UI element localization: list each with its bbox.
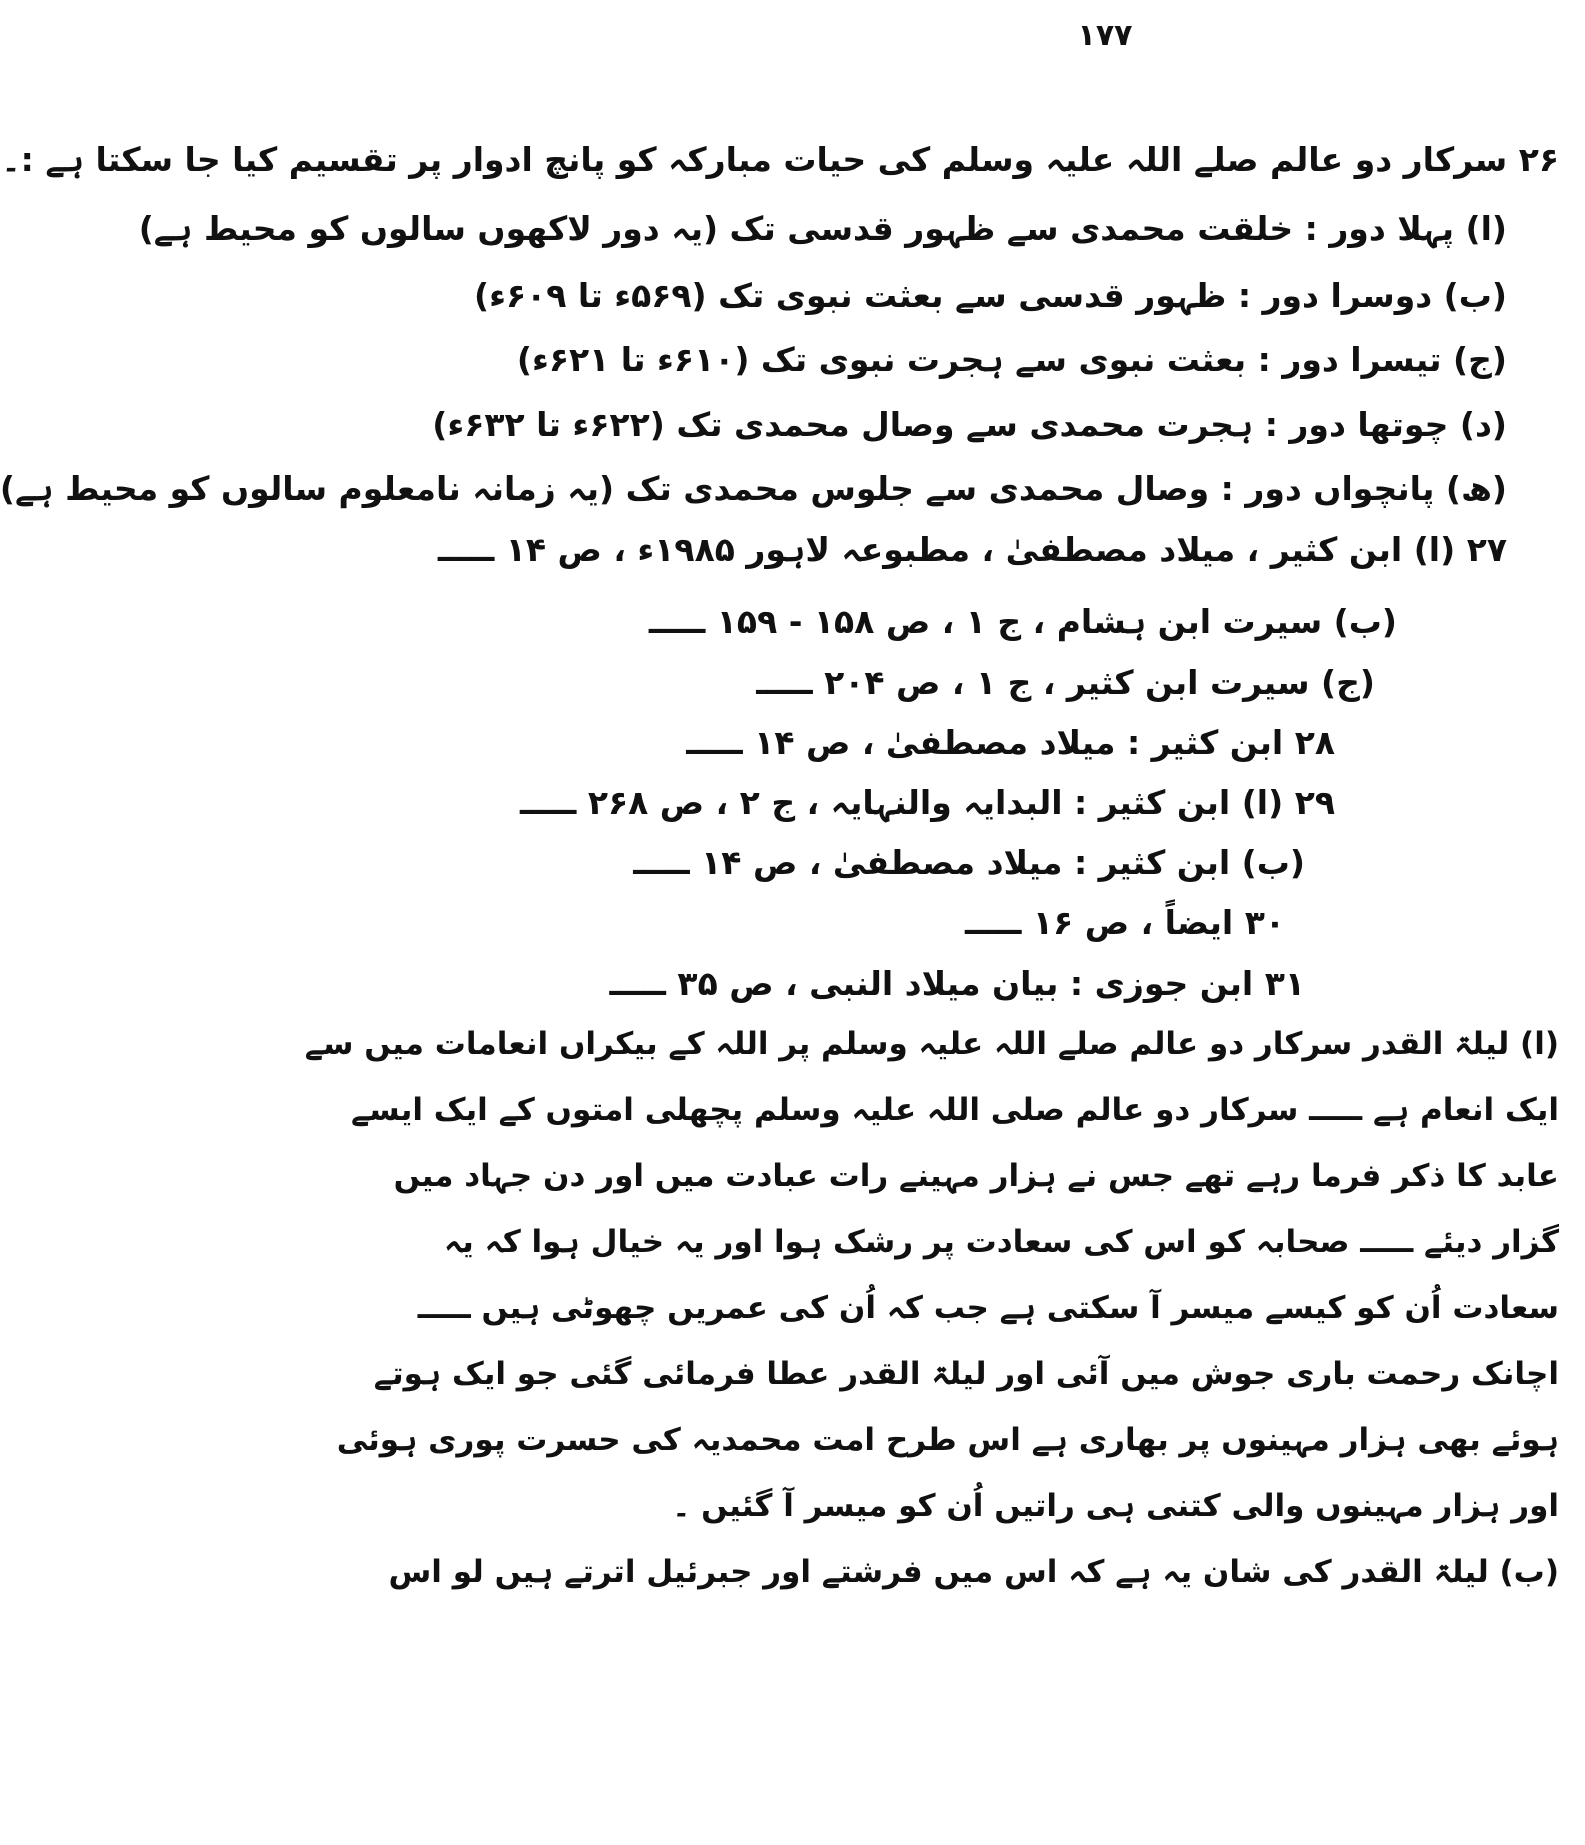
text-line: (ج) تیسرا دور : بعثت نبوی سے ہجرت نبوی تک (۶۱۰ء تا ۶۲۱ء) [516, 340, 1507, 379]
text-line: (ا) پہلا دور : خلقت محمدی سے ظہور قدسی تک (یہ دور لاکھوں سالوں کو محیط ہے) [138, 209, 1507, 248]
text-line: ۲۷ (ا) ابن کثیر ، میلاد مصطفیٰ ، مطبوعہ لاہور ۱۹۸۵ء ، ص ۱۴ ـــــ [437, 530, 1507, 569]
text-line: اور ہزار مہینوں والی کتنی ہی راتیں اُن کو میسر آ گئیں ۔ [672, 1488, 1559, 1524]
text-line: (ب) لیلۃ القدر کی شان یہ ہے کہ اس میں فرشتے اور جبرئیل اترتے ہیں لو اس [388, 1554, 1559, 1590]
text-line: ایک انعام ہے ـــــ سرکار دو عالم صلی اللہ علیہ وسلم پچھلی امتوں کے ایک ایسے [351, 1092, 1559, 1128]
text-line: سعادت اُن کو کیسے میسر آ سکتی ہے جب کہ اُن کی عمریں چھوٹی ہیں ـــــ [417, 1290, 1559, 1326]
text-line: گزار دیئے ـــــ صحابہ کو اس کی سعادت پر رشک ہوا اور یہ خیال ہوا کہ یہ [443, 1224, 1559, 1260]
text-line: (ج) سیرت ابن کثیر ، ج ۱ ، ص ۲۰۴ ـــــ [756, 663, 1375, 702]
text-line: ۲۹ (ا) ابن کثیر : البدایہ والنہایہ ، ج ۲ ، ص ۲۶۸ ـــــ [519, 783, 1335, 822]
text-line: (ھ) پانچواں دور : وصال محمدی سے جلوس محمدی تک (یہ زمانہ نامعلوم سالوں کو محیط ہے) [0, 469, 1507, 508]
text-line: عابد کا ذکر فرما رہے تھے جس نے ہزار مہینے رات عبادت میں اور دن جہاد میں [393, 1158, 1559, 1194]
text-line: اچانک رحمت باری جوش میں آئی اور لیلۃ القدر عطا فرمائی گئی جو ایک ہوتے [373, 1356, 1559, 1392]
text-line: ۲۶ سرکار دو عالم صلے اللہ علیہ وسلم کی حیات مبارکہ کو پانچ ادوار پر تقسیم کیا جا سکتا ہے :۔ [1, 140, 1559, 179]
text-line: (د) چوتھا دور : ہجرت محمدی سے وصال محمدی تک (۶۲۲ء تا ۶۳۲ء) [432, 405, 1507, 444]
page-number: ۱۷۷ [1077, 18, 1133, 53]
text-line: (ا) لیلۃ القدر سرکار دو عالم صلے اللہ علیہ وسلم پر اللہ کے بیکراں انعامات میں سے [304, 1026, 1559, 1062]
text-line: ہوئے بھی ہزار مہینوں پر بھاری ہے اس طرح امت محمدیہ کی حسرت پوری ہوئی [336, 1422, 1559, 1458]
text-line: ۳۱ ابن جوزی : بیان میلاد النبی ، ص ۳۵ ـــــ [609, 964, 1305, 1003]
text-line: ۳۰ ایضاً ، ص ۱۶ ـــــ [965, 903, 1285, 942]
text-line: ۲۸ ابن کثیر : میلاد مصطفیٰ ، ص ۱۴ ـــــ [686, 723, 1335, 762]
text-line: (ب) ابن کثیر : میلاد مصطفیٰ ، ص ۱۴ ـــــ [633, 843, 1305, 882]
text-line: (ب) سیرت ابن ہشام ، ج ۱ ، ص ۱۵۸ - ۱۵۹ ـــــ [648, 602, 1397, 641]
text-line: (ب) دوسرا دور : ظہور قدسی سے بعثت نبوی تک (۵۶۹ء تا ۶۰۹ء) [474, 276, 1507, 315]
